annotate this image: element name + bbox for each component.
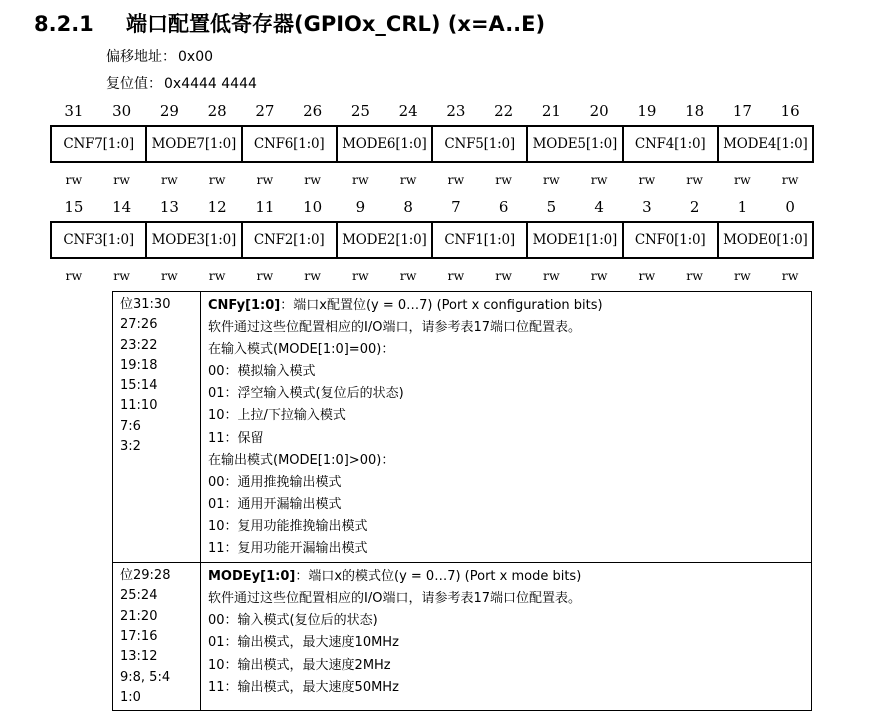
upper-bit-numbers [50, 102, 814, 122]
field-name: CNFy[1:0] [208, 298, 281, 313]
register-field: CNF6[1:0] [241, 127, 336, 161]
access-type: rw [304, 268, 321, 283]
access-type: rw [781, 268, 799, 283]
register-field: MODE5[1:0] [526, 127, 621, 161]
access-type: rw [399, 268, 417, 283]
access-type: rw [161, 268, 178, 283]
lower-access-row [50, 268, 814, 286]
bit-number: 27 [255, 102, 275, 120]
bit-number: 13 [159, 198, 179, 216]
field-name: MODEy[1:0] [208, 569, 296, 585]
bit-range: 9:8, 5:4 [120, 669, 171, 685]
bit-number: 6 [498, 198, 509, 216]
register-field: MODE4[1:0] [717, 127, 812, 161]
bit-number: 9 [355, 198, 366, 216]
bit-range: 15:14 [120, 378, 158, 394]
bit-number: 0 [785, 198, 795, 216]
reset-value [106, 73, 257, 93]
access-type: rw [495, 268, 512, 283]
bit-number: 29 [159, 102, 179, 120]
access-type: rw [256, 268, 274, 283]
field-title [208, 566, 805, 588]
register-field: CNF0[1:0] [622, 223, 717, 257]
access-type: rw [113, 268, 130, 283]
cnf-bit-positions [113, 292, 201, 563]
upper-access-row [50, 172, 814, 190]
bit-range: 27:26 [120, 317, 158, 333]
bit-number: 2 [689, 198, 700, 216]
access-type: rw [781, 172, 799, 187]
access-type: rw [590, 172, 608, 187]
access-type: rw [686, 268, 703, 283]
bit-range: 17:16 [120, 629, 158, 645]
bit-range: 25:24 [120, 588, 158, 604]
bit-range: 7:6 [120, 418, 141, 434]
cnf-description-row [113, 292, 812, 563]
mode-bit-positions [113, 563, 201, 711]
reset-label: 复位值： [106, 76, 162, 92]
reset-value-text: 0x4444 4444 [164, 76, 257, 92]
bit-number: 15 [64, 198, 84, 216]
bit-number: 7 [451, 198, 461, 216]
description-line: 00：模拟输入模式 [208, 364, 316, 380]
bit-range: 13:12 [120, 649, 158, 665]
access-type: rw [638, 172, 656, 187]
offset-value: 0x00 [178, 49, 214, 65]
section-title: 端口配置低寄存器(GPIOx_CRL) (x=A..E) [126, 12, 546, 36]
bit-number: 20 [589, 102, 609, 120]
access-type: rw [208, 172, 226, 187]
access-type: rw [447, 172, 465, 187]
access-type: rw [65, 268, 83, 283]
bit-number: 10 [303, 198, 323, 216]
bit-number: 28 [207, 102, 227, 120]
bit-number: 23 [446, 102, 466, 120]
access-type: rw [352, 172, 369, 187]
bit-number: 22 [494, 102, 514, 120]
bit-description-table [112, 291, 812, 711]
access-type: rw [447, 268, 465, 283]
bit-number: 4 [594, 198, 604, 216]
access-type: rw [113, 172, 130, 187]
description-line: 11：输出模式，最大速度50MHz [208, 679, 399, 695]
description-line: 软件通过这些位配置相应的I/O端口，请参考表17端口位配置表。 [208, 591, 581, 607]
register-field: CNF2[1:0] [241, 223, 336, 257]
offset-address [106, 46, 213, 66]
description-line: 00：输入模式(复位后的状态) [208, 613, 378, 629]
section-number: 8.2.1 [34, 12, 94, 36]
register-field: CNF4[1:0] [622, 127, 717, 161]
access-type: rw [161, 172, 178, 187]
bit-range: 11:10 [120, 398, 158, 414]
cnf-description-text [201, 292, 812, 563]
register-field: MODE3[1:0] [145, 223, 240, 257]
bit-number: 3 [642, 198, 652, 216]
access-type: rw [638, 268, 656, 283]
description-line: 10：复用功能推挽输出模式 [208, 518, 368, 534]
bit-range: 位31:30 [120, 297, 171, 312]
register-field: MODE2[1:0] [336, 223, 431, 257]
description-line: 10：上拉/下拉输入模式 [208, 408, 346, 424]
mode-description-row [113, 563, 812, 711]
bit-range: 21:20 [120, 608, 158, 624]
access-type: rw [734, 268, 751, 283]
field-title [208, 295, 805, 317]
access-type: rw [686, 172, 703, 187]
description-line: 01：浮空输入模式(复位后的状态) [208, 386, 404, 402]
bit-number: 11 [255, 198, 275, 216]
bit-number: 30 [112, 102, 132, 120]
description-line: 11：复用功能开漏输出模式 [208, 541, 368, 557]
access-type: rw [65, 172, 83, 187]
access-type: rw [495, 172, 512, 187]
register-field: MODE7[1:0] [145, 127, 240, 161]
access-type: rw [543, 268, 560, 283]
mode-description-text [201, 563, 812, 711]
description-line: 在输入模式(MODE[1:0]=00)： [208, 342, 395, 358]
field-title-rest: ：端口x配置位(y = 0…7) (Port x configuration bits) [280, 298, 603, 313]
bit-range: 3:2 [120, 439, 141, 455]
bit-number: 25 [350, 102, 370, 120]
access-type: rw [256, 172, 274, 187]
lower-bit-numbers [50, 198, 814, 218]
lower-register-fields [50, 221, 814, 259]
section-heading [34, 8, 545, 38]
register-field: CNF7[1:0] [63, 136, 134, 152]
description-line: 软件通过这些位配置相应的I/O端口，请参考表17端口位配置表。 [208, 320, 581, 336]
access-type: rw [304, 172, 321, 187]
bit-number: 1 [737, 198, 748, 216]
description-line: 01：通用开漏输出模式 [208, 496, 342, 512]
description-line: 01：输出模式，最大速度10MHz [208, 635, 399, 651]
description-line: 00：通用推挽输出模式 [208, 474, 342, 490]
offset-label: 偏移地址： [106, 49, 176, 65]
bit-number: 18 [685, 102, 705, 120]
access-type: rw [352, 268, 369, 283]
description-line: 11：保留 [208, 430, 264, 446]
bit-number: 21 [541, 102, 561, 120]
bit-number: 17 [732, 102, 752, 120]
register-field: MODE0[1:0] [717, 223, 812, 257]
bit-number: 16 [780, 102, 800, 120]
bit-range: 位29:28 [120, 568, 171, 584]
bit-number: 26 [303, 102, 323, 120]
access-type: rw [543, 172, 560, 187]
register-field: CNF3[1:0] [63, 232, 134, 248]
access-type: rw [590, 268, 608, 283]
bit-number: 24 [398, 102, 418, 120]
access-type: rw [208, 268, 226, 283]
upper-register-fields [50, 125, 814, 163]
bit-number: 5 [546, 198, 557, 216]
bit-number: 8 [403, 198, 413, 216]
register-field: CNF5[1:0] [431, 127, 526, 161]
bit-number: 14 [112, 198, 132, 216]
bit-range: 1:0 [120, 689, 141, 705]
bit-range: 23:22 [120, 337, 158, 353]
bit-number: 31 [64, 102, 84, 120]
access-type: rw [399, 172, 417, 187]
field-title-rest: ：端口x的模式位(y = 0…7) (Port x mode bits) [295, 569, 582, 585]
register-field: CNF1[1:0] [431, 223, 526, 257]
bit-number: 19 [637, 102, 657, 120]
register-field: MODE6[1:0] [336, 127, 431, 161]
description-line: 10：输出模式，最大速度2MHz [208, 657, 391, 673]
description-line: 在输出模式(MODE[1:0]>00)： [208, 452, 395, 468]
bit-number: 12 [207, 198, 227, 216]
register-field: MODE1[1:0] [526, 223, 621, 257]
access-type: rw [734, 172, 751, 187]
bit-range: 19:18 [120, 357, 158, 373]
